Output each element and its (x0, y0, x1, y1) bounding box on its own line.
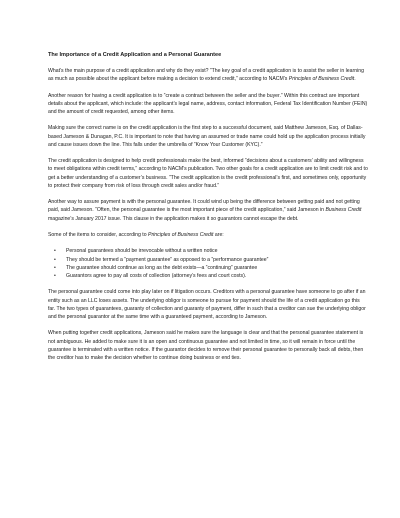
list-item-text: Guarantors agree to pay all costs of collection (attorney’s fees and court costs). (66, 272, 247, 279)
paragraph-purpose-text: What’s the main purpose of a credit application and why do they exist? “The key goal of a credit application is to assist the seller in learning as much as possible about the applicant before making a decision to extend credit,” according to NACM’s (48, 68, 364, 83)
bullet-icon: • (54, 264, 56, 271)
book-title: Principles of Business Credit (148, 231, 214, 238)
items-intro-text: Some of the items to consider, according to (48, 231, 149, 238)
bullet-icon: • (54, 248, 56, 255)
paragraph-correct-name: Making sure the correct name is on the credit application is the first step to a successful document, said Matthew Jameson, Esq. of Dallas-based Jameson & Dunagan, P.C. It is important to note that having an assumed or trade name could hold up the application process initially and cause issues down the line. This falls under the umbrella of “Know Your Customer (KYC).” (48, 125, 366, 148)
considerations-list (48, 247, 368, 280)
bullet-icon: • (54, 272, 56, 279)
paragraph-items-intro (48, 231, 368, 239)
paragraph-design: The credit application is designed to help credit professionals make the best, informed “decisions about a customers’ ability and willingness to meet obligations within credit terms,” according to NACM’s publication. Two other goals for a credit application are to limit credit risk and to get a better understanding of a customer’s business. “The credit application is the credit professional’s first, and sometimes only, opportunity to protect their company from risk of loss through credit sales and/or fraud.” (48, 158, 368, 189)
magazine-title: Business Credit (325, 207, 362, 214)
list-item-text: The guarantee should continue as long as the debt exists—a “continuing” guarantee (66, 264, 258, 271)
paragraph-litigation: The personal guarantee could come into play later on if litigation occurs. Creditors with a personal guarantee have someone to go after if an entity such as an LLC loses assets. The underlying obligor is someone to pursue for payment should the life of a credit application go this far. The two types of guarantees, guaranty of collection and guaranty of payment, differ in such that a creditor can sue the underlying obligor and the personal guarantor at the same time with a guaranteed payment, according to Jameson. (48, 289, 366, 320)
paragraph-personal-guarantee (48, 198, 368, 223)
list-item (48, 256, 368, 264)
list-item (48, 272, 368, 280)
paragraph-contract: Another reason for having a credit application is to “create a contract between the seller and the buyer.” Within this contract are important details about the applicant, which include: the applicant’s legal name, address, contact information, Federal Tax Identification Number (FEIN) and the amount of credit requested, among other items. (48, 92, 368, 115)
items-intro-end: are: (213, 231, 224, 238)
paragraph-language: When putting together credit applications, Jameson said he makes sure the language is clear and that the personal guarantee statement is not ambiguous. He added to make sure it is an open and continuous guarantee and not limited in time, so it will remain in force until the guarantee is terminated with a written notice. If the guarantor decides to remove their personal guarantee to personally back all debts, then the creditor has to make the decision whether to continue doing business or end ties. (48, 330, 364, 361)
list-item (48, 247, 368, 255)
paragraph-purpose (48, 67, 368, 83)
document-page (48, 51, 368, 370)
list-item-text: Personal guarantees should be irrevocable without a written notice (66, 248, 218, 255)
book-title: Principles of Business Credit (288, 76, 355, 83)
list-item (48, 264, 368, 272)
bullet-icon: • (54, 256, 56, 263)
paragraph-guarantee-text: Another way to assure payment is with the personal guarantee. It could wind up being the difference between getting paid and not getting paid, said Jameson. “Often, the personal guarantee is the most important piece of the credit application,” said Jameson in (48, 199, 360, 214)
document-title: The Importance of a Credit Application and a Personal Guarantee (48, 52, 222, 58)
paragraph-guarantee-end: magazine’s January 2017 issue. This clause in the application makes it so guarantors cannot escape the debt. (48, 215, 299, 222)
paragraph-purpose-end: . (354, 76, 356, 83)
list-item-text: They should be termed a “payment guarantee” as opposed to a “performance guarantee” (66, 256, 269, 263)
